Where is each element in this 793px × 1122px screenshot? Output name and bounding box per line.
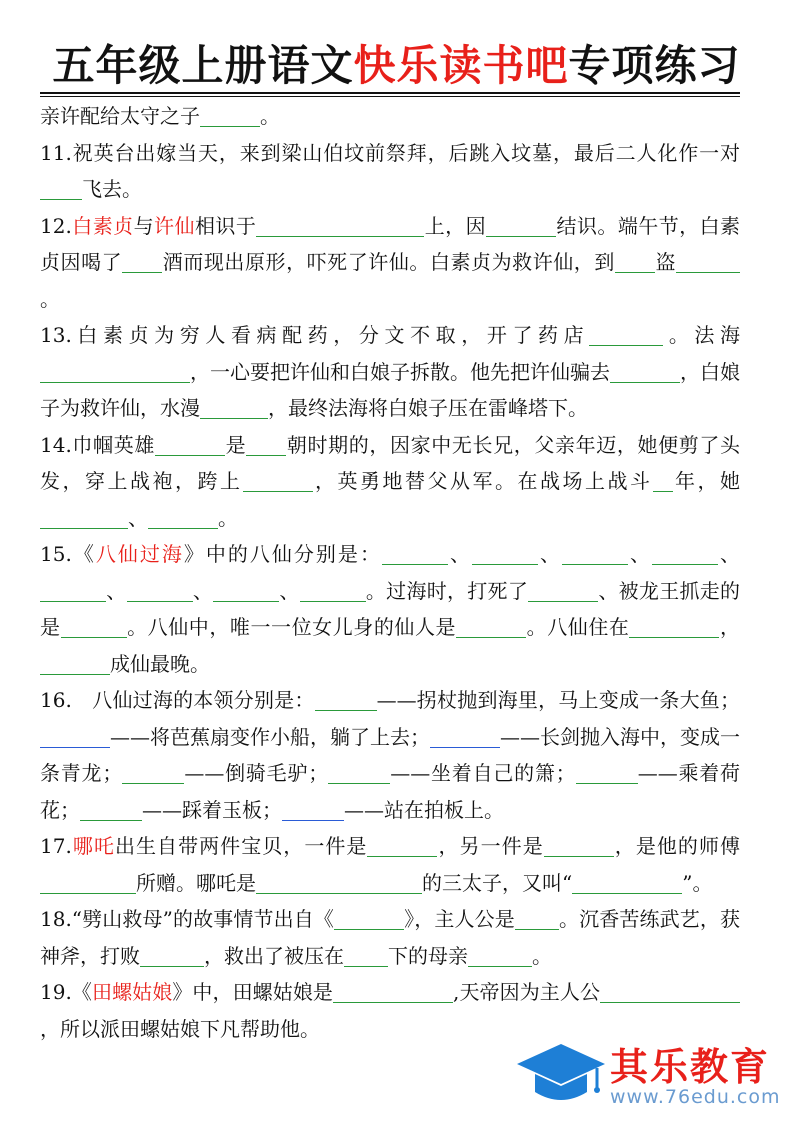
- q10-text: 亲许配给太守之子: [40, 104, 200, 128]
- answer-blank[interactable]: [653, 469, 673, 492]
- separator: 、: [628, 542, 653, 566]
- answer-blank[interactable]: [610, 360, 680, 383]
- q13-text-b: 。法海: [663, 323, 741, 347]
- q13-text-a: 13.白素贞为穷人看病配药，分文不取，开了药店: [40, 323, 590, 347]
- q17-text-d: 所赠。哪吒是: [136, 870, 256, 895]
- separator: 、: [718, 542, 741, 566]
- answer-blank[interactable]: [486, 214, 556, 237]
- worksheet-body: [40, 98, 740, 1047]
- q16-text-h: ——踩着玉板；: [142, 797, 282, 822]
- answer-blank[interactable]: [468, 944, 532, 967]
- q16-text-c: ——将芭蕉扇变作小船，躺了上去；: [110, 724, 430, 749]
- q12-text-f: 。: [40, 286, 60, 311]
- answer-blank[interactable]: [80, 798, 142, 821]
- q14-text-c: 朝时期的，因家中无长兄，父亲年迈，她便剪了头发，穿上战袍，跨上: [40, 432, 741, 493]
- q16-text-d: ——长剑抛入海中，变成一条青龙；: [40, 724, 740, 785]
- answer-blank[interactable]: [40, 652, 110, 675]
- q14-text-b: 是: [224, 432, 247, 457]
- answer-blank[interactable]: [600, 980, 740, 1003]
- answer-blank[interactable]: [282, 798, 344, 821]
- separator: 、: [537, 542, 563, 566]
- answer-blank[interactable]: [122, 761, 184, 784]
- q14-text-a: 14.巾帼英雄: [40, 432, 155, 457]
- brand-url: www.76edu.com: [610, 1086, 781, 1108]
- q19-text-a: 》中，田螺姑娘是: [172, 980, 333, 1004]
- question-18: [40, 901, 740, 974]
- q12-number: 12.: [40, 213, 72, 238]
- q12-text-c: 结识。端午节，白素贞因喝了: [40, 213, 741, 274]
- answer-blank[interactable]: [40, 579, 106, 602]
- answer-blank[interactable]: [652, 542, 718, 565]
- q17-text-f: ”。: [682, 870, 713, 895]
- q17-text-c: ，是他的师傅: [613, 834, 741, 858]
- q14-text-g: 。: [218, 505, 238, 530]
- q19-text-c: ，所以派田螺姑娘下凡帮助他。: [40, 1016, 320, 1041]
- question-11: [40, 135, 740, 208]
- q11-text-b: 飞去。: [82, 177, 142, 201]
- question-10-tail: [40, 98, 740, 135]
- q13-text-d: ，白娘子为救许仙，水漫: [40, 359, 740, 420]
- q15-keyword: 八仙过海: [95, 542, 184, 566]
- q18-text-f: 。: [532, 943, 552, 968]
- brand-name: 其乐教育: [610, 1045, 771, 1089]
- q18-text-c: 。沉香苦练武艺，获神斧，打败: [40, 907, 740, 968]
- answer-blank[interactable]: [562, 542, 628, 565]
- separator: 、: [598, 578, 619, 603]
- q15-text-g: 成仙最晚。: [110, 651, 210, 676]
- title-highlight: 快乐读书吧: [353, 41, 569, 90]
- q17-number: 17.: [40, 834, 72, 858]
- question-12: [40, 208, 740, 318]
- answer-blank[interactable]: [334, 907, 404, 930]
- q10-end: 。: [260, 104, 280, 128]
- q17-keyword: 哪吒: [71, 834, 115, 858]
- q19-text-b: ,天帝因为主人公: [453, 980, 601, 1004]
- q17-text-b: ，另一件是: [437, 834, 544, 858]
- answer-blank[interactable]: [515, 907, 559, 930]
- answer-blank[interactable]: [140, 944, 204, 967]
- title-part-1: 五年级上册语文: [52, 41, 354, 90]
- q12-text-a: 相识于: [194, 213, 257, 238]
- q16-text-i: ——站在拍板上。: [344, 797, 504, 822]
- title-underline-thick: [40, 92, 740, 94]
- q12-text-b: 上，因: [424, 213, 487, 238]
- answer-blank[interactable]: [256, 214, 424, 237]
- answer-blank[interactable]: [589, 323, 663, 346]
- answer-blank[interactable]: [344, 944, 388, 967]
- answer-blank[interactable]: [430, 725, 500, 748]
- answer-blank[interactable]: [200, 104, 260, 127]
- q17-text-a: 出生自带两件宝贝，一件是: [114, 834, 368, 858]
- q15-number: 15.《: [40, 542, 96, 566]
- answer-blank[interactable]: [213, 579, 279, 602]
- title-part-3: 专项练习: [568, 41, 741, 90]
- answer-blank[interactable]: [256, 871, 422, 894]
- answer-blank[interactable]: [155, 433, 225, 456]
- q12-text-e: 盗: [654, 250, 677, 274]
- question-15: [40, 536, 740, 682]
- q18-text-d: ，救出了被压在: [204, 943, 344, 968]
- q12-keyword-1: 白素贞: [71, 213, 134, 238]
- q14-text-d: ，英勇地替父从军。在战场上战斗: [312, 469, 653, 493]
- answer-blank[interactable]: [148, 506, 218, 529]
- answer-blank[interactable]: [456, 615, 526, 638]
- answer-blank[interactable]: [676, 250, 740, 273]
- answer-blank[interactable]: [544, 834, 614, 857]
- page-title: [0, 38, 793, 94]
- answer-blank[interactable]: [246, 433, 286, 456]
- separator: 、: [192, 578, 214, 603]
- q18-text-a: 18.“劈山救母”的故事情节出自《: [40, 907, 334, 931]
- q16-text-b: ——拐杖抛到海里，马上变成一条大鱼；: [376, 688, 741, 712]
- q15-text-b: 。过海时，打死了: [365, 578, 529, 603]
- q16-text-a: 16. 八仙过海的本领分别是：: [40, 688, 315, 712]
- answer-blank[interactable]: [382, 542, 448, 565]
- q16-text-g: ——乘着荷花；: [40, 761, 741, 822]
- q19-keyword: 田螺姑娘: [91, 980, 173, 1004]
- brand-logo: [515, 1030, 785, 1115]
- separator: 、: [106, 578, 127, 603]
- q19-number: 19.《: [40, 980, 92, 1004]
- q13-text-e: ，最终法海将白娘子压在雷峰塔下。: [268, 396, 588, 420]
- answer-blank[interactable]: [315, 688, 377, 711]
- question-17: [40, 828, 740, 901]
- q14-text-f: 、: [128, 505, 148, 530]
- q12-text-d: 酒而现出原形，吓死了许仙。白素贞为救许仙，到: [162, 250, 615, 274]
- q14-text-e: 年，她: [672, 469, 740, 493]
- q18-text-e: 下的母亲: [388, 943, 468, 968]
- answer-blank[interactable]: [40, 177, 82, 200]
- q16-text-e: ——倒骑毛驴；: [184, 761, 329, 785]
- answer-blank[interactable]: [61, 615, 127, 638]
- q15-text-f: ，: [719, 615, 741, 639]
- q15-text-c: 被龙王抓走的是: [40, 578, 741, 639]
- question-16: [40, 682, 740, 828]
- answer-blank[interactable]: [615, 250, 655, 273]
- question-13: [40, 317, 740, 427]
- question-14: [40, 427, 740, 537]
- q18-text-b: 》，主人公是: [404, 907, 515, 931]
- answer-blank[interactable]: [328, 761, 390, 784]
- answer-blank[interactable]: [572, 871, 682, 894]
- answer-blank[interactable]: [40, 725, 110, 748]
- q12-keyword-2: 许仙: [154, 213, 195, 238]
- separator: 、: [279, 578, 300, 603]
- answer-blank[interactable]: [122, 250, 162, 273]
- answer-blank[interactable]: [528, 579, 598, 602]
- q15-text-d: 。八仙中，唯一一位女儿身的仙人是: [126, 615, 457, 639]
- answer-blank[interactable]: [40, 871, 136, 894]
- answer-blank[interactable]: [629, 615, 719, 638]
- answer-blank[interactable]: [200, 396, 268, 419]
- q12-and: 与: [133, 213, 155, 238]
- answer-blank[interactable]: [333, 980, 453, 1003]
- answer-blank[interactable]: [576, 761, 638, 784]
- q16-text-f: ——坐着自己的箫；: [390, 761, 576, 785]
- answer-blank[interactable]: [367, 834, 437, 857]
- answer-blank[interactable]: [40, 360, 190, 383]
- answer-blank[interactable]: [472, 542, 538, 565]
- title-underline-thin: [40, 96, 740, 97]
- q15-text-e: 。八仙住在: [526, 615, 630, 639]
- q11-text-a: 11.祝英台出嫁当天，来到梁山伯坟前祭拜，后跳入坟墓，最后二人化作一对: [40, 140, 740, 165]
- q17-text-e: 的三太子，又叫“: [422, 870, 573, 895]
- answer-blank[interactable]: [127, 579, 193, 602]
- separator: 、: [447, 542, 472, 566]
- answer-blank[interactable]: [300, 579, 366, 602]
- q15-text-a: 》中的八仙分别是：: [183, 542, 382, 566]
- q13-text-c: ，一心要把许仙和白娘子拆散。他先把许仙骗去: [190, 359, 610, 384]
- graduation-cap-icon: [515, 1040, 607, 1112]
- answer-blank[interactable]: [243, 469, 313, 492]
- answer-blank[interactable]: [40, 506, 128, 529]
